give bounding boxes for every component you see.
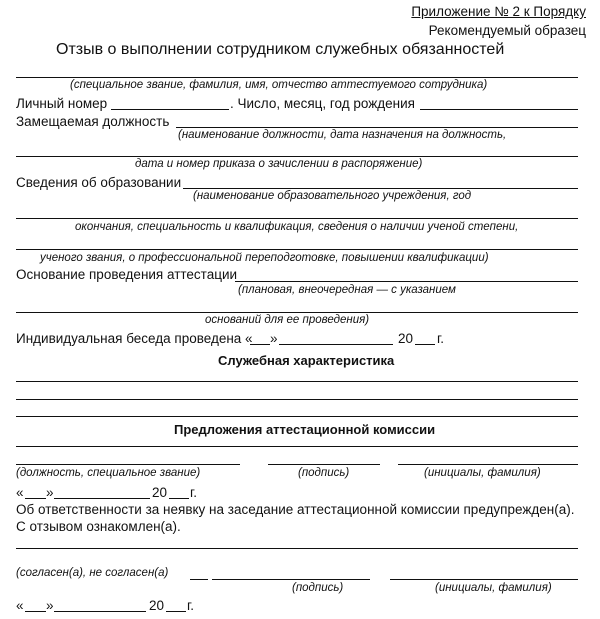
date1-open: « <box>16 485 24 500</box>
date2-month-field[interactable] <box>54 611 146 612</box>
sig2-hint-signature: (подпись) <box>292 582 344 594</box>
interview-quote-close: » <box>270 331 278 346</box>
characteristic-line-1[interactable] <box>16 381 578 382</box>
characteristic-line-3[interactable] <box>16 416 578 417</box>
personal-number-field[interactable] <box>111 109 229 110</box>
section-characteristic-title: Служебная характеристика <box>218 353 395 368</box>
date1-month-field[interactable] <box>54 498 150 499</box>
employee-line[interactable] <box>16 77 578 78</box>
sig-hint-signature: (подпись) <box>298 467 350 479</box>
recommended-label: Рекомендуемый образец <box>428 23 586 38</box>
date1-day-field[interactable] <box>25 498 46 499</box>
hint-position-2: дата и номер приказа о зачислении в распоряжение) <box>135 158 423 170</box>
sig-initials-field[interactable] <box>398 464 578 465</box>
page-title: Отзыв о выполнении сотрудником служебных обязанностей <box>56 41 505 58</box>
education-field-2[interactable] <box>16 218 578 219</box>
personal-number-label: Личный номер <box>16 96 108 111</box>
interview-year-suffix: г. <box>437 331 445 346</box>
hint-basis-2: оснований для ее проведения) <box>205 314 370 326</box>
appendix-label: Приложение № 2 к Порядку <box>411 4 586 19</box>
hint-position-1: (наименование должности, дата назначения на должность, <box>178 129 507 141</box>
familiar-text: С отзывом ознакомлен(а). <box>16 519 181 534</box>
basis-field[interactable] <box>235 281 578 282</box>
date2-year-prefix: 20 <box>149 598 165 613</box>
date2-close: » <box>46 598 54 613</box>
characteristic-line-2[interactable] <box>16 399 578 400</box>
position-field-2[interactable] <box>16 156 578 157</box>
education-label: Сведения об образовании <box>16 175 182 190</box>
sig-hint-position: (должность, специальное звание) <box>16 467 201 479</box>
sig2-initials-field[interactable] <box>390 579 578 580</box>
birth-date-label: . Число, месяц, год рождения <box>230 96 415 111</box>
date2-year-suffix: г. <box>187 598 195 613</box>
warning-text: Об ответственности за неявку на заседание аттестационной комиссии предупрежден(а). <box>16 502 575 517</box>
basis-field-2[interactable] <box>16 312 578 313</box>
position-label: Замещаемая должность <box>16 114 170 129</box>
sig2-hint-initials: (инициалы, фамилия) <box>435 582 552 594</box>
birth-date-field[interactable] <box>420 109 578 110</box>
hint-basis-1: (плановая, внеочередная — с указанием <box>238 284 456 296</box>
basis-label: Основание проведения аттестации <box>16 267 238 282</box>
hint-employee: (специальное звание, фамилия, имя, отчество аттестуемого сотрудника) <box>70 79 488 91</box>
hint-edu-1: (наименование образовательного учреждения, год <box>193 190 472 202</box>
sig2-signature-field[interactable] <box>212 579 370 580</box>
date1-year-field[interactable] <box>169 498 189 499</box>
date2-day-field[interactable] <box>25 611 46 612</box>
proposals-line[interactable] <box>16 446 578 447</box>
agree-field[interactable] <box>190 579 208 580</box>
education-field-3[interactable] <box>16 249 578 250</box>
sig-position-field[interactable] <box>16 464 240 465</box>
agree-hint: (согласен(а), не согласен(а) <box>16 567 169 579</box>
hint-edu-3: ученого звания, о профессиональной переподготовке, повышении квалификации) <box>40 252 489 264</box>
education-field[interactable] <box>183 188 578 189</box>
hint-edu-2: окончания, специальность и квалификация, сведения о наличии ученой степени, <box>75 221 519 233</box>
date1-close: » <box>46 485 54 500</box>
interview-label: Индивидуальная беседа проведена « <box>16 331 253 346</box>
sig-signature-field[interactable] <box>268 464 380 465</box>
interview-year-field[interactable] <box>415 344 435 345</box>
familiar-line[interactable] <box>16 548 578 549</box>
date2-open: « <box>16 598 24 613</box>
interview-month-field[interactable] <box>279 344 393 345</box>
date1-year-suffix: г. <box>190 485 198 500</box>
sig-hint-initials: (инициалы, фамилия) <box>424 467 541 479</box>
interview-year-prefix: 20 <box>398 331 414 346</box>
interview-day-field[interactable] <box>250 344 270 345</box>
date1-year-prefix: 20 <box>152 485 168 500</box>
date2-year-field[interactable] <box>166 611 186 612</box>
position-field[interactable] <box>176 127 578 128</box>
section-proposals-title: Предложения аттестационной комиссии <box>174 422 436 437</box>
